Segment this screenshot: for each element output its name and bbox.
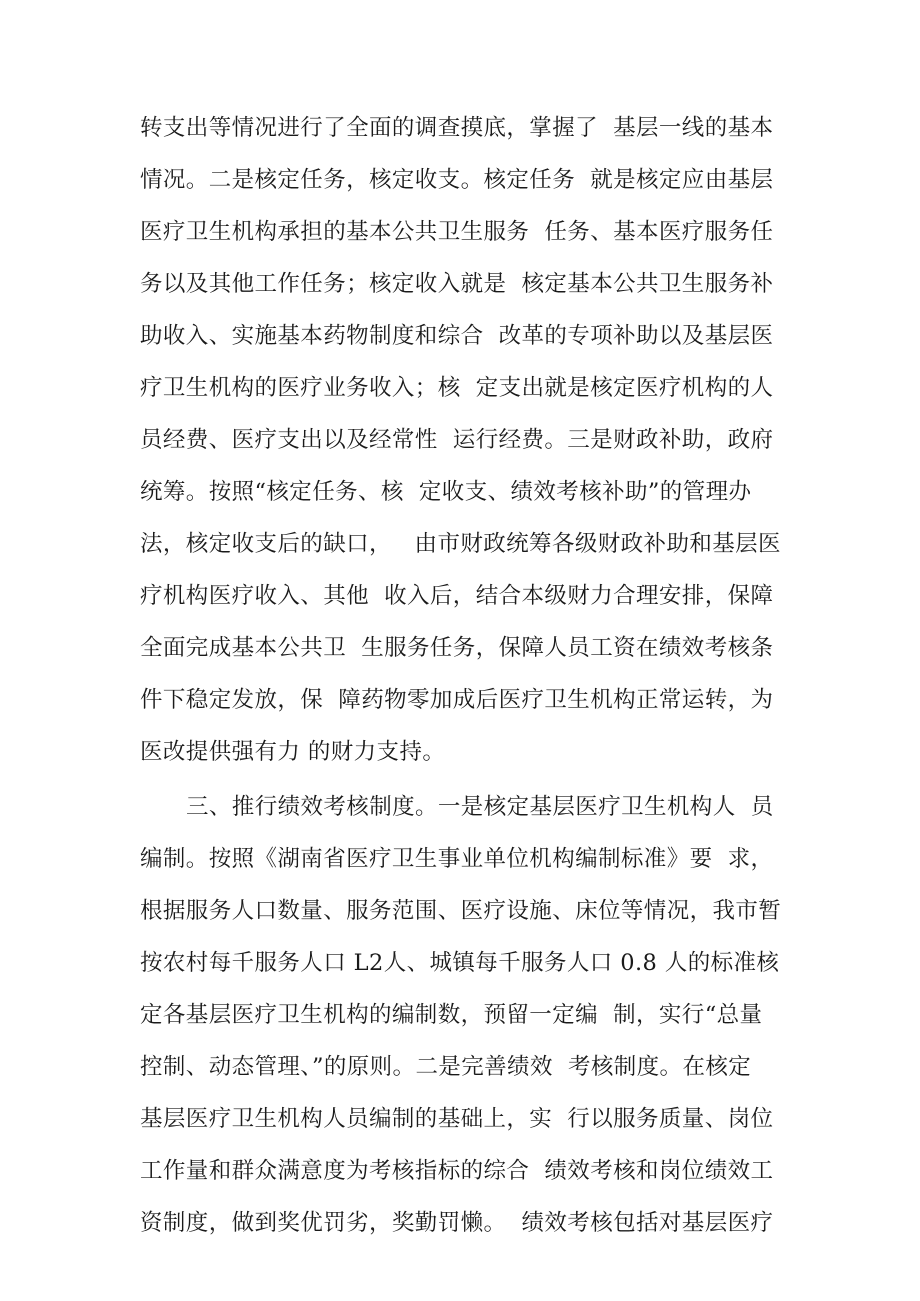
text-line: 编制。按照《湖南省医疗卫生事业单位机构编制标准》要 求，: [140, 846, 774, 872]
text-line: 按农村每千服务人口 L2人、城镇每千服务人口 0.8 人的标准核: [140, 950, 780, 976]
text-line: 务以及其他工作任务；核定收入就是 核定基本公共卫生服务补: [140, 271, 774, 297]
text-line: 医疗卫生机构承担的基本公共卫生服务 任务、基本医疗服务任: [140, 219, 774, 245]
text-line: 疗卫生机构的医疗业务收入；核 定支出就是核定医疗机构的人: [140, 375, 774, 401]
text-line: 全面完成基本公共卫 生服务任务，保障人员工资在绩效考核条: [140, 635, 774, 661]
text-line: 转支出等情况进行了全面的调查摸底，掌握了 基层一线的基本: [140, 115, 774, 141]
text-line: 疗机构医疗收入、其他 收入后，结合本级财力合理安排，保障: [140, 583, 774, 609]
text-line: 情况。二是核定任务，核定收支。核定任务 就是核定应由基层: [140, 167, 774, 193]
section-heading-line: 三、推行绩效考核制度。一是核定基层医疗卫生机构人 员: [186, 794, 774, 820]
text-line: 基层医疗卫生机构人员编制的基础上，实 行以服务质量、岗位: [140, 1106, 774, 1132]
text-line: 统筹。按照“核定任务、核 定收支、绩效考核补助”的管理办: [140, 479, 752, 505]
text-line: 定各基层医疗卫生机构的编制数，预留一定编 制，实行“总量: [140, 1002, 763, 1028]
text-line: 资制度，做到奖优罚劣，奖勤罚懒。 绩效考核包括对基层医疗: [140, 1210, 774, 1236]
text-line: 控制、动态管理、”的原则。二是完善绩效 考核制度。在核定: [140, 1054, 752, 1080]
text-line: 根据服务人口数量、服务范围、医疗设施、床位等情况，我市暂: [140, 898, 782, 924]
text-line: 医改提供强有力 的财力支持。: [140, 739, 446, 765]
text-line: 工作量和群众满意度为考核指标的综合 绩效考核和岗位绩效工: [140, 1158, 774, 1184]
text-line: 员经费、医疗支出以及经常性 运行经费。三是财政补助，政府: [140, 427, 774, 453]
text-line: 件下稳定发放，保 障药物零加成后医疗卫生机构正常运转，为: [140, 687, 774, 713]
text-line: 法，核定收支后的缺口， 由市财政统筹各级财政补助和基层医: [140, 531, 781, 557]
text-line: 助收入、实施基本药物制度和综合 改革的专项补助以及基层医: [140, 323, 774, 349]
